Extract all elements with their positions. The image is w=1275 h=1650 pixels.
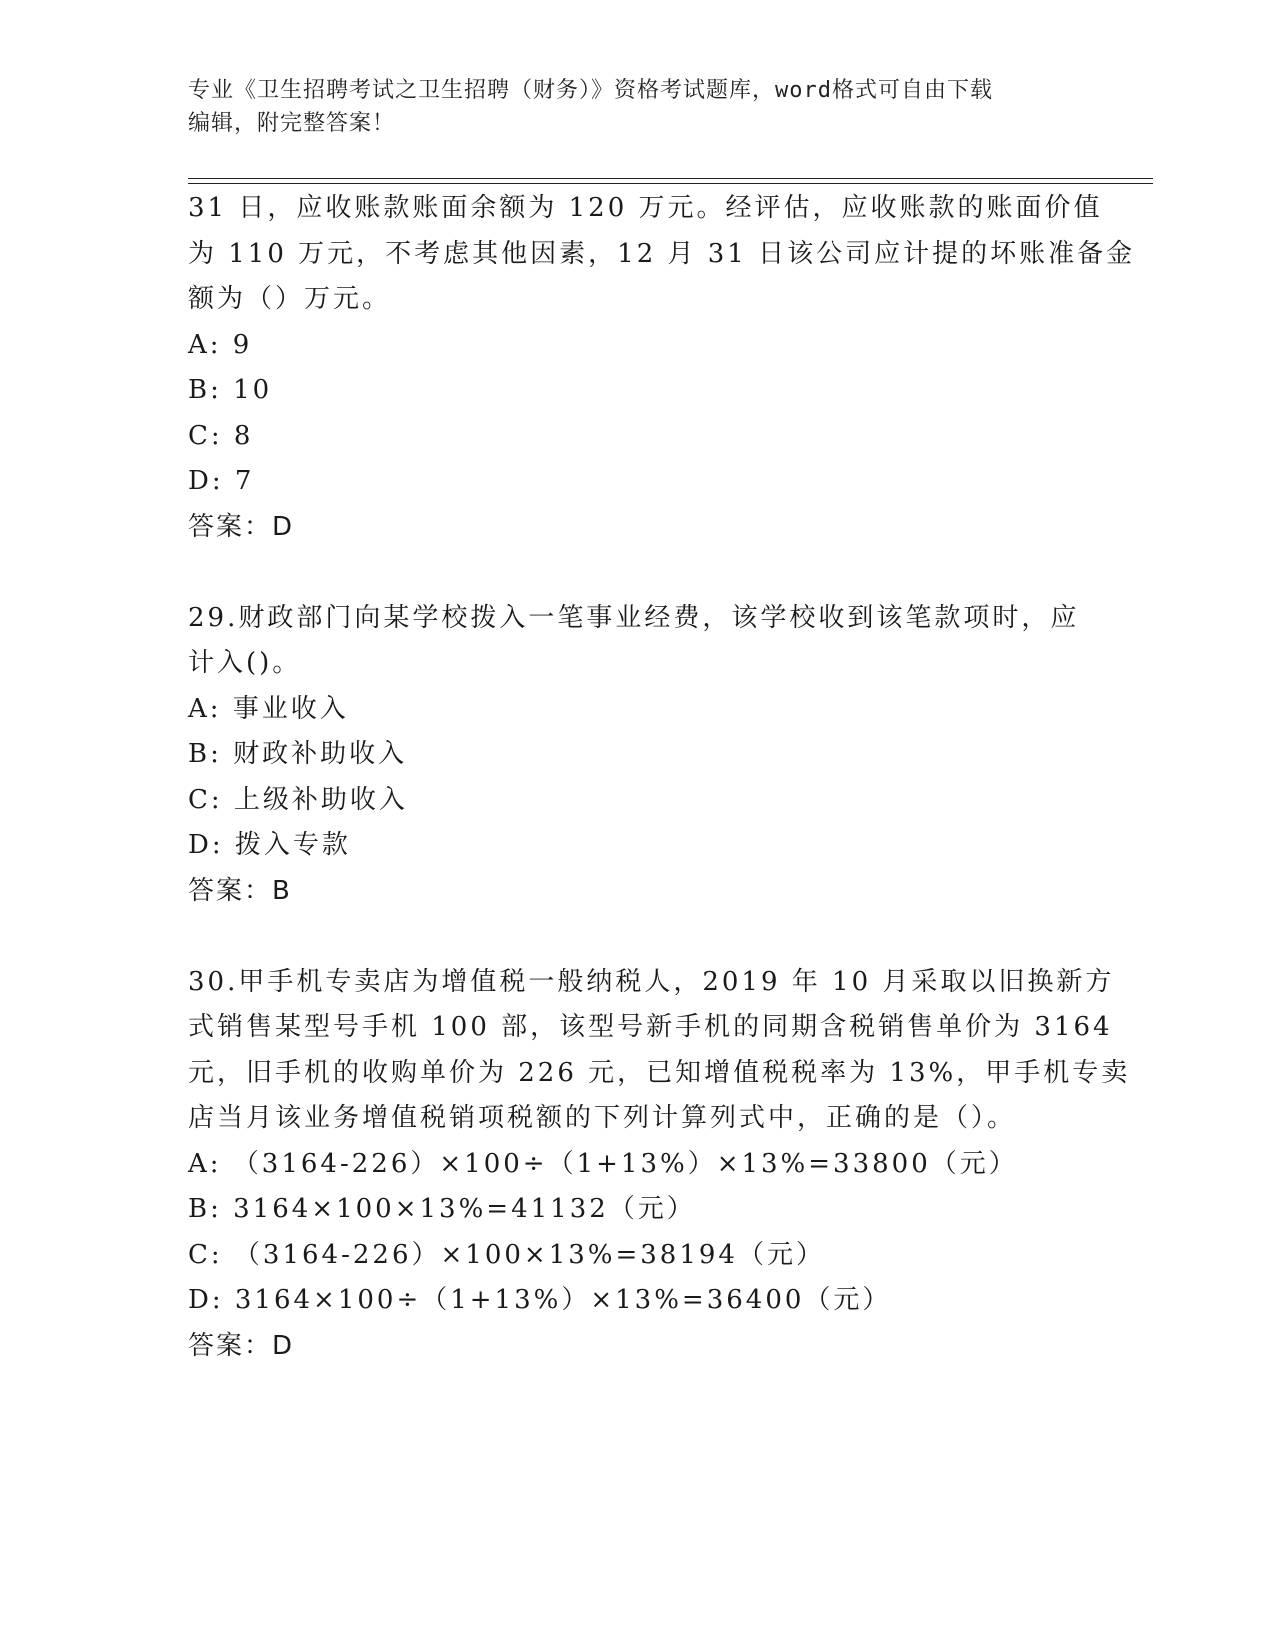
header-rule-bottom bbox=[188, 183, 1153, 184]
header-line-1: 专业《卫生招聘考试之卫生招聘（财务）》资格考试题库，word格式可自由下载 bbox=[188, 78, 993, 103]
option-d: D: 3164×100÷（1+13%）×13%=36400（元） bbox=[188, 1285, 892, 1315]
answer-label: 答案：D bbox=[188, 1330, 295, 1361]
question-stem-line: 31 日，应收账款账面余额为 120 万元。经评估，应收账款的账面价值 bbox=[188, 193, 1103, 223]
option-c: C: （3164-226）×100×13%=38194（元） bbox=[188, 1239, 825, 1270]
question-stem-line: 29.财政部门向某学校拨入一笔事业经费，该学校收到该笔款项时，应 bbox=[188, 602, 1080, 633]
question-content bbox=[188, 186, 1136, 1369]
option-b: B: 3164×100×13%=41132（元） bbox=[188, 1194, 696, 1224]
option-d: D: 7 bbox=[188, 466, 255, 496]
option-b: B: 财政补助收入 bbox=[188, 739, 408, 769]
question-29 bbox=[188, 596, 1088, 915]
question-28 bbox=[188, 186, 1136, 550]
option-d: D: 拨入专款 bbox=[188, 830, 351, 860]
header-rule-top bbox=[188, 178, 1153, 179]
option-c: C: 8 bbox=[188, 420, 254, 451]
option-a: A: （3164-226）×100÷（1+13%）×13%=33800（元） bbox=[188, 1148, 1018, 1179]
header-line-2: 编辑，附完整答案！ bbox=[188, 111, 396, 136]
question-stem-line: 额为（）万元。 bbox=[188, 284, 392, 314]
question-stem-line: 式销售某型号手机 100 部，该型号新手机的同期含税销售单价为 3164 bbox=[188, 1012, 1113, 1042]
option-a: A: 9 bbox=[188, 329, 253, 360]
answer-label: 答案：B bbox=[188, 875, 292, 906]
spacer bbox=[188, 914, 1088, 960]
option-b: B: 10 bbox=[188, 375, 273, 405]
question-stem-line: 店当月该业务增值税销项税额的下列计算列式中，正确的是（）。 bbox=[188, 1103, 1017, 1133]
question-stem-line: 30.甲手机专卖店为增值税一般纳税人，2019 年 10 月采取以旧换新方 bbox=[188, 966, 1115, 997]
question-stem-line: 元，旧手机的收购单价为 226 元，已知增值税税率为 13%，甲手机专卖 bbox=[188, 1057, 1131, 1088]
option-c: C: 上级补助收入 bbox=[188, 784, 408, 815]
question-30 bbox=[188, 960, 1131, 1370]
option-a: A: 事业收入 bbox=[188, 693, 349, 724]
question-stem-line: 计入()。 bbox=[188, 648, 302, 678]
answer-label: 答案：D bbox=[188, 511, 295, 542]
question-stem-line: 为 110 万元，不考虑其他因素，12 月 31 日该公司应计提的坏账准备金 bbox=[188, 238, 1136, 269]
spacer bbox=[188, 550, 1088, 596]
document-header bbox=[188, 74, 1088, 140]
